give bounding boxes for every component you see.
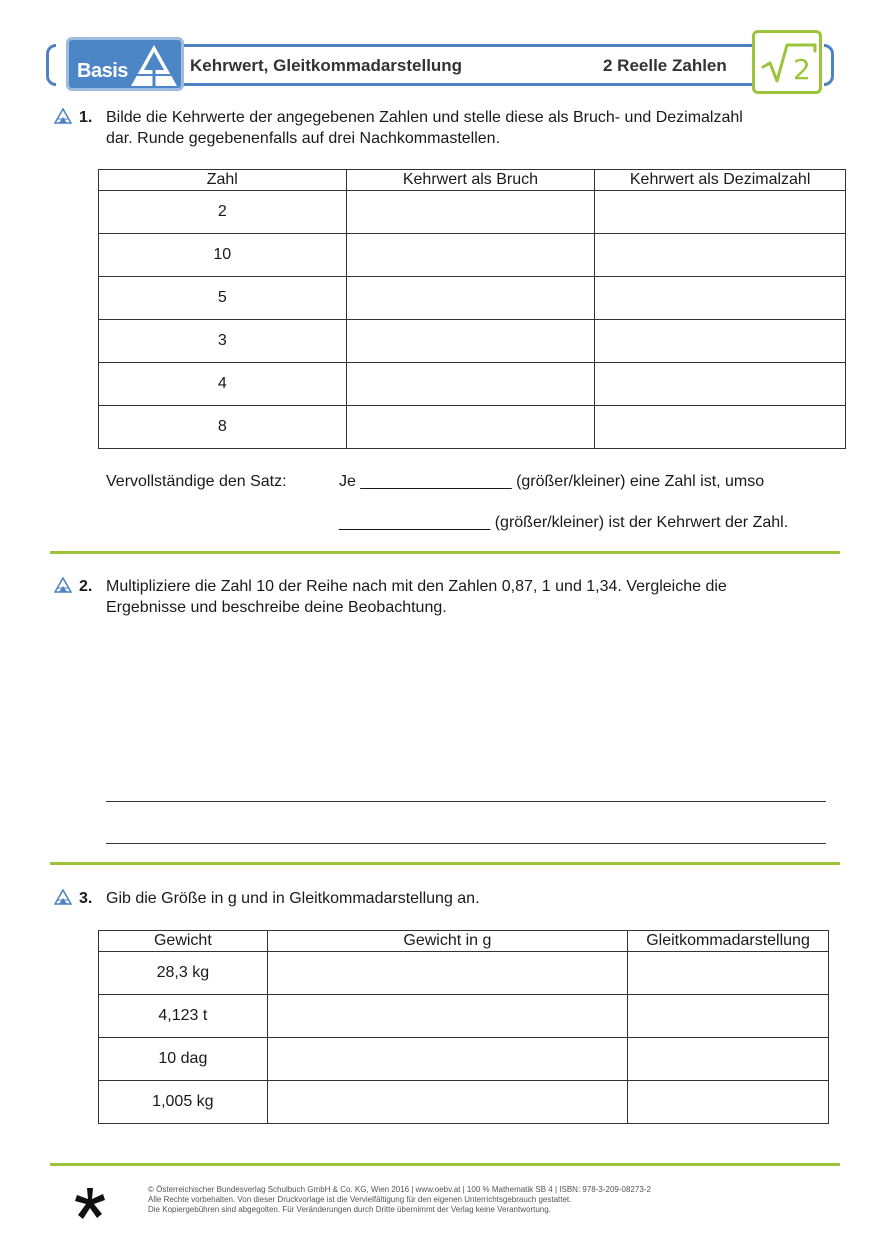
sentence-label: Vervollständige den Satz: bbox=[106, 473, 287, 490]
sentence-line2[interactable]: _________________ (größer/kleiner) ist der Kehrwert der Zahl. bbox=[339, 514, 789, 531]
footer-line3: Die Kopiergebühren sind abgegolten. Für Veränderungen durch Dritte übernimmt der Verlag keine Verantwortung. bbox=[148, 1205, 551, 1214]
section-divider bbox=[50, 862, 840, 865]
pyramid-icon bbox=[127, 42, 181, 90]
number-cell: 8 bbox=[99, 406, 347, 449]
fraction-answer-cell[interactable] bbox=[346, 320, 595, 363]
number-cell: 3 bbox=[99, 320, 347, 363]
task3-instructions: Gib die Größe in g und in Gleitkommadarstellung an. bbox=[106, 890, 480, 907]
grams-answer-cell[interactable] bbox=[267, 1038, 627, 1081]
fraction-answer-cell[interactable] bbox=[346, 191, 595, 234]
number-cell: 2 bbox=[99, 191, 347, 234]
number-cell: 4 bbox=[99, 363, 347, 406]
column-header: Gleitkommadarstellung bbox=[628, 931, 829, 952]
table-header-row bbox=[99, 931, 829, 952]
number-cell: 10 bbox=[99, 234, 347, 277]
sentence-line1[interactable]: Je _________________ (größer/kleiner) eine Zahl ist, umso bbox=[339, 473, 765, 490]
publisher-logo-icon bbox=[72, 1186, 108, 1222]
table-header-row bbox=[99, 170, 846, 191]
reciprocal-table bbox=[98, 169, 846, 449]
task1-line1: Bilde die Kehrwerte der angegebenen Zahlen und stelle diese als Bruch- und Dezimalzahl bbox=[106, 109, 743, 126]
sqrt-logo bbox=[752, 30, 822, 94]
table-row bbox=[99, 320, 846, 363]
table-row bbox=[99, 1038, 829, 1081]
grams-answer-cell[interactable] bbox=[267, 1081, 627, 1124]
grams-answer-cell[interactable] bbox=[267, 952, 627, 995]
task2-line2: Ergebnisse und beschreibe deine Beobachtung. bbox=[106, 599, 447, 616]
column-header: Kehrwert als Bruch bbox=[346, 170, 595, 191]
table-row bbox=[99, 191, 846, 234]
fraction-answer-cell[interactable] bbox=[346, 363, 595, 406]
fraction-answer-cell[interactable] bbox=[346, 406, 595, 449]
task1-line2: dar. Runde gegebenenfalls auf drei Nachkommastellen. bbox=[106, 130, 501, 147]
basis-badge bbox=[66, 37, 184, 91]
footer-copyright bbox=[148, 1185, 651, 1215]
answer-line[interactable] bbox=[106, 801, 826, 802]
float-answer-cell[interactable] bbox=[628, 952, 829, 995]
decimal-answer-cell[interactable] bbox=[595, 277, 846, 320]
table-row bbox=[99, 995, 829, 1038]
task1-number: 1. bbox=[79, 109, 93, 126]
decimal-answer-cell[interactable] bbox=[595, 191, 846, 234]
task2-instructions bbox=[106, 576, 727, 618]
weight-cell: 1,005 kg bbox=[99, 1081, 268, 1124]
float-answer-cell[interactable] bbox=[628, 995, 829, 1038]
answer-line[interactable] bbox=[106, 843, 826, 844]
column-header: Zahl bbox=[99, 170, 347, 191]
float-answer-cell[interactable] bbox=[628, 1081, 829, 1124]
number-cell: 5 bbox=[99, 277, 347, 320]
pyramid-level-icon bbox=[54, 577, 72, 593]
weight-cell: 4,123 t bbox=[99, 995, 268, 1038]
grams-answer-cell[interactable] bbox=[267, 995, 627, 1038]
float-answer-cell[interactable] bbox=[628, 1038, 829, 1081]
footer-divider bbox=[50, 1163, 840, 1166]
table-row bbox=[99, 363, 846, 406]
fraction-answer-cell[interactable] bbox=[346, 277, 595, 320]
task2-line1: Multipliziere die Zahl 10 der Reihe nach mit den Zahlen 0,87, 1 und 1,34. Vergleiche die bbox=[106, 578, 727, 595]
table-row bbox=[99, 234, 846, 277]
table-row bbox=[99, 952, 829, 995]
pyramid-level-icon bbox=[54, 108, 72, 124]
table-row bbox=[99, 1081, 829, 1124]
decimal-answer-cell[interactable] bbox=[595, 406, 846, 449]
logo-digit: 2 bbox=[793, 53, 811, 86]
page-title: Kehrwert, Gleitkommadarstellung bbox=[190, 56, 463, 75]
fraction-answer-cell[interactable] bbox=[346, 234, 595, 277]
basis-label: Basis bbox=[77, 60, 128, 82]
footer-line1: © Österreichischer Bundesverlag Schulbuch GmbH & Co. KG, Wien 2016 | www.oebv.at | 100 % Mathematik SB 4 | ISBN: 978-3-209-08273-2 bbox=[148, 1185, 651, 1194]
weight-table bbox=[98, 930, 829, 1124]
task1-instructions bbox=[106, 107, 743, 149]
square-root-icon bbox=[757, 35, 819, 91]
column-header: Gewicht in g bbox=[267, 931, 627, 952]
weight-cell: 10 dag bbox=[99, 1038, 268, 1081]
decimal-answer-cell[interactable] bbox=[595, 234, 846, 277]
decimal-answer-cell[interactable] bbox=[595, 363, 846, 406]
section-divider bbox=[50, 551, 840, 554]
table-row bbox=[99, 277, 846, 320]
chapter-label: 2 Reelle Zahlen bbox=[603, 56, 727, 75]
column-header: Kehrwert als Dezimalzahl bbox=[595, 170, 846, 191]
table-row bbox=[99, 406, 846, 449]
weight-cell: 28,3 kg bbox=[99, 952, 268, 995]
pyramid-level-icon bbox=[54, 889, 72, 905]
decimal-answer-cell[interactable] bbox=[595, 320, 846, 363]
task3-number: 3. bbox=[79, 890, 93, 907]
task2-number: 2. bbox=[79, 578, 93, 595]
column-header: Gewicht bbox=[99, 931, 268, 952]
footer-line2: Alle Rechte vorbehalten. Von dieser Druckvorlage ist die Vervielfältigung für den eigenen Unterrichtsgebrauch gestattet. bbox=[148, 1195, 572, 1204]
